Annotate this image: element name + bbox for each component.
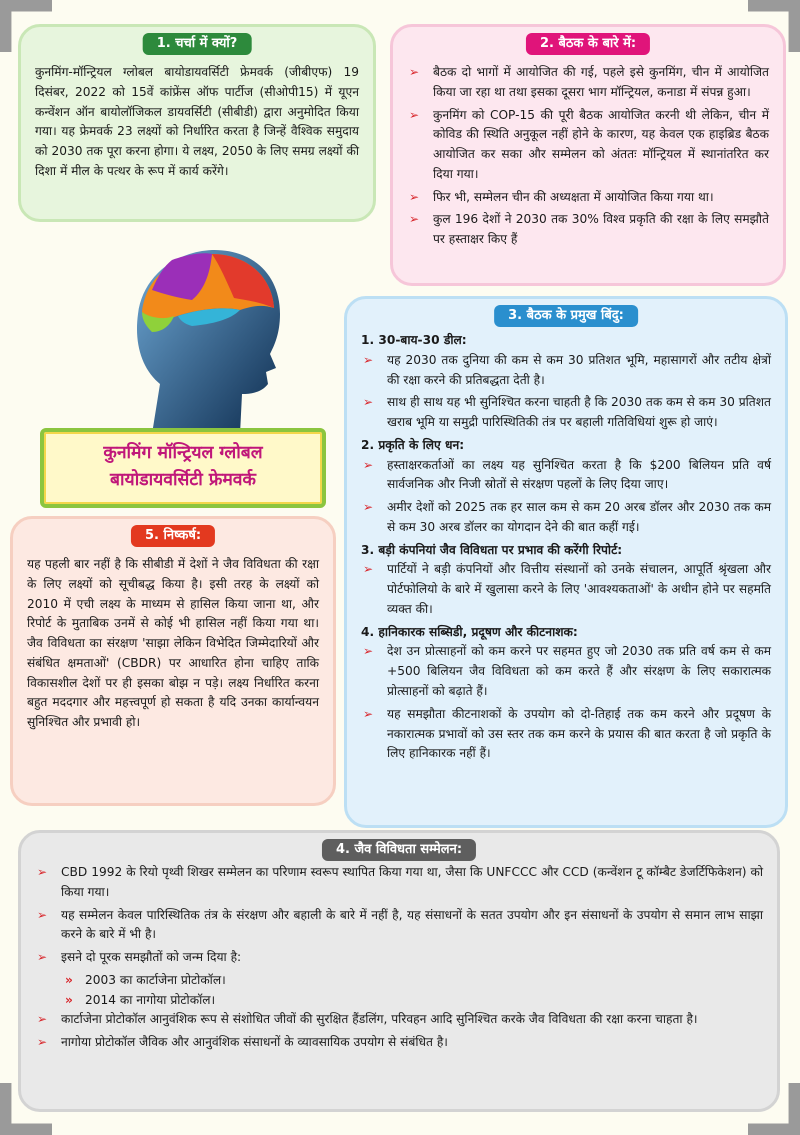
list-item: ➢ कुनमिंग को COP-15 की पूरी बैठक आयोजित करनी थी लेकिन, चीन में कोविड की स्थिति अनुकूल नहीं होने के कारण, यह केवल एक हाइब्रिड बैठक आयोजित कर सका और सम्मेलन को अंततः मॉन्ट्रियल में स्थानांतरित कर दिया गया। (407, 106, 769, 185)
section-title: 4. हानिकारक सब्सिडी, प्रदूषण और कीटनाशक: (361, 624, 578, 639)
human-head-brain-illustration (112, 234, 298, 434)
section-title: 3. बड़ी कंपनियां जैव विविधता पर प्रभाव की करेंगी रिपोर्ट: (361, 542, 623, 557)
why-in-news-heading: 1. चर्चा में क्यों? (143, 33, 252, 55)
sub-list-item: » 2014 का नागोया प्रोटोकॉल। (65, 991, 763, 1011)
list-item (35, 948, 763, 968)
conclusion-box (10, 516, 336, 806)
list-item: ➢ फिर भी, सम्मेलन चीन की अध्यक्षता में आयोजित किया गया था। (407, 188, 769, 208)
why-in-news-text: कुनमिंग-मॉन्ट्रियल ग्लोबल बायोडायवर्सिटी फ्रेमवर्क (जीबीएफ) 19 दिसंबर, 2022 को 15वें कांफ्रेंस ऑफ पार्टीज (सीओपी15) में यूएन कन्वेंशन ऑन बायोलॉजिकल डायवर्सिटी (सीबीडी) द्वारा अनुमोदित किया गया। यह फ्रेमवर्क 23 लक्ष्यों को निर्धारित करता है जिन्हें वैश्विक समुदाय को 2030 तक पूरा करना होगा। ये लक्ष्य, 2050 के लिए समग्र लक्ष्यों की दिशा में मील के पत्थर के रूप में कार्य करेंगे। (35, 65, 359, 178)
title-line-1: कुनमिंग मॉन्ट्रियल ग्लोबल (103, 443, 263, 463)
list-item: ➢ हस्ताक्षरकर्ताओं का लक्ष्य यह सुनिश्चित करता है कि $200 बिलियन प्रति वर्ष सार्वजनिक और निजी स्रोतों से संरक्षण पहलों के लिए दिया जाए। (361, 456, 771, 496)
list-item: ➢ साथ ही साथ यह भी सुनिश्चित करना चाहती है कि 2030 तक कम से कम 30 प्रतिशत खराब भूमि या समुद्री पारिस्थितिकी तंत्र पर बहाली गतिविधियां शुरू हो जाएं। (361, 393, 771, 433)
list-item: ➢ यह सम्मेलन केवल पारिस्थितिक तंत्र के संरक्षण और बहाली के बारे में नहीं है, यह संसाधनों के सतत उपयोग और इन संसाधनों के उपयोग से समान लाभ साझा करने के बारे में भी है। (35, 906, 763, 946)
list-item: ➢ नागोया प्रोटोकॉल जैविक और आनुवंशिक संसाधनों के व्यावसायिक उपयोग से संबंधित है। (35, 1033, 763, 1053)
list-item: ➢ कार्टाजेना प्रोटोकॉल आनुवंशिक रूप से संशोधित जीवों की सुरक्षित हैंडलिंग, परिवहन आदि सुनिश्चित करके जैव विविधता की रक्षा करना चाहता है। (35, 1010, 763, 1030)
list-item: ➢ पार्टियों ने बड़ी कंपनियों और वित्तीय संस्थानों को उनके संचालन, आपूर्ति श्रृंखला और पोर्टफोलियो के बारे में खुलासा करने के लिए 'आवश्यकताओं' के अधीन होने पर सहमति व्यक्त की। (361, 560, 771, 619)
list-item: ➢ यह समझौता कीटनाशकों के उपयोग को दो-तिहाई तक कम करने और प्रदूषण के नकारात्मक प्रभावों को उस स्तर तक कम करने के प्रयास की बात करता है जो प्रकृति के लिए हानिकारक नहीं हैं। (361, 705, 771, 764)
about-meeting-box (390, 24, 786, 286)
key-points-heading: 3. बैठक के प्रमुख बिंदु: (494, 305, 638, 327)
list-item: ➢ कुल 196 देशों ने 2030 तक 30% विश्व प्रकृति की रक्षा के लिए समझौते पर हस्ताक्षर किए हैं (407, 210, 769, 250)
framework-title-card (40, 428, 326, 508)
list-item: ➢ देश उन प्रोत्साहनों को कम करने पर सहमत हुए जो 2030 तक प्रति वर्ष कम से कम +500 बिलियन जैव विविधता को कम करते हैं और संरक्षण के लिए सकारात्मक प्रोत्साहनों को बढ़ाते हैं। (361, 642, 771, 701)
section-title: 1. 30-बाय-30 डील: (361, 333, 467, 347)
list-item: ➢ CBD 1992 के रियो पृथ्वी शिखर सम्मेलन का परिणाम स्वरूप स्थापित किया गया था, जैसा कि UNFCCC और CCD (कन्वेंशन टू कॉम्बैट डेजर्टिफिकेशन) को किया गया। (35, 863, 763, 903)
why-in-news-box (18, 24, 376, 222)
sub-list-item: » 2003 का कार्टाजेना प्रोटोकॉल। (65, 971, 763, 991)
list-item: ➢ अमीर देशों को 2025 तक हर साल कम से कम 20 अरब डॉलर और 2030 तक कम से कम 30 अरब डॉलर का योगदान देने की बात कहीं गई। (361, 498, 771, 538)
list-item: ➢ बैठक दो भागों में आयोजित की गई, पहले इसे कुनमिंग, चीन में आयोजित किया जा रहा था तथा इसका दूसरा भाग मॉन्ट्रियल, कनाडा में संपन्न हुआ। (407, 63, 769, 103)
key-points-box (344, 296, 788, 828)
biodiversity-convention-heading: 4. जैव विविधता सम्मेलन: (322, 839, 476, 861)
conclusion-text: यह पहली बार नहीं है कि सीबीडी में देशों ने जैव विविधता की रक्षा के लिए लक्ष्यों को सूचीबद्ध किया है। इसी तरह के लक्ष्यों को 2010 में एची लक्ष्य के माध्यम से हासिल किया जाना था, और रिपोर्ट के मुताबिक उनमें से कोई भी हासिल नहीं किया गया था। जैव विविधता का संरक्षण 'साझा लेकिन विभेदित जिम्मेदारियों और संबंधित क्षमताओं' (CBDR) पर आधारित होना चाहिए ताकि विकासशील देशों पर ही इसका बोझ न पड़े। लक्ष्य निर्धारित करना बहुत मददगार और महत्त्वपूर्ण हो सकता है यदि उनका कार्यान्वयन सुनिश्चित और प्रभावी हो। (27, 557, 319, 730)
section-title: 2. प्रकृति के लिए धन: (361, 437, 465, 452)
conclusion-heading: 5. निष्कर्ष: (131, 525, 215, 547)
list-item: ➢ यह 2030 तक दुनिया की कम से कम 30 प्रतिशत भूमि, महासागरों और तटीय क्षेत्रों की रक्षा करने की प्रतिबद्धता देती है। (361, 351, 771, 391)
about-meeting-heading: 2. बैठक के बारे में: (526, 33, 650, 55)
list-item-text: इसने दो पूरक समझौतों को जन्म दिया है: (61, 950, 242, 965)
biodiversity-convention-box (18, 830, 780, 1112)
title-line-2: बायोडायवर्सिटी फ्रेमवर्क (110, 470, 256, 491)
